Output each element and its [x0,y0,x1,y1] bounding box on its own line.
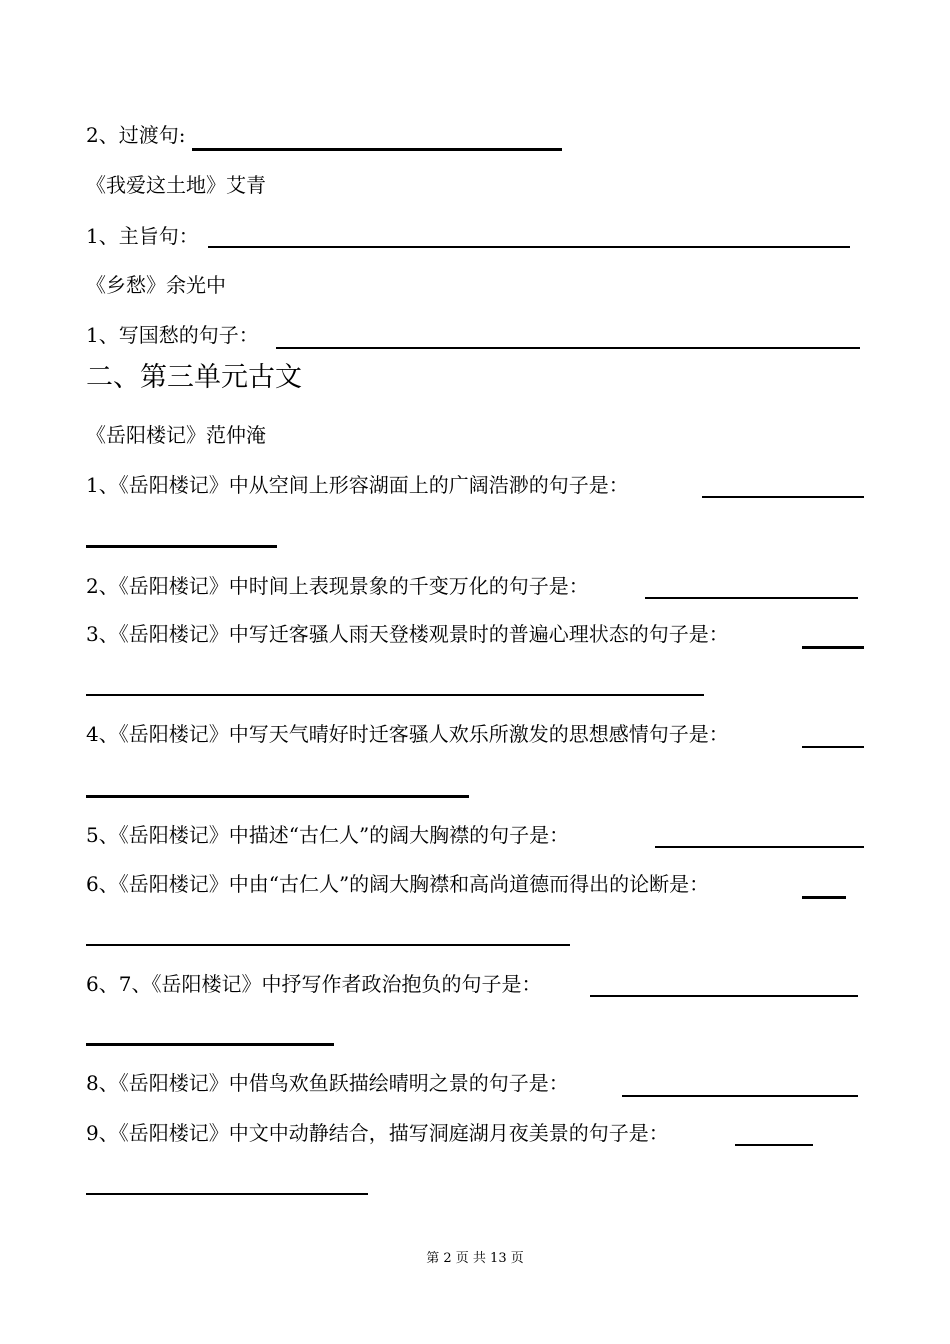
answer-blank[interactable] [802,646,864,649]
answer-blank-continued[interactable] [86,1193,368,1195]
answer-blank[interactable] [622,1095,858,1097]
question-3: 3、《岳阳楼记》中写迁客骚人雨天登楼观景时的普遍心理状态的句子是： [86,622,729,646]
answer-blank[interactable] [192,148,562,151]
question-9: 9、《岳阳楼记》中文中动静结合，描写洞庭湖月夜美景的句子是： [86,1121,669,1145]
answer-blank[interactable] [645,597,858,599]
poem-title-wo-ai-zhe-tu-di: 《我爱这土地》艾青 [86,173,266,197]
poem-title-xiang-chou: 《乡愁》余光中 [86,273,226,297]
question-5: 5、《岳阳楼记》中描述“古仁人”的阔大胸襟的句子是： [86,823,570,847]
answer-blank[interactable] [276,347,860,349]
national-sorrow-prompt: 1、写国愁的句子： [86,323,259,347]
answer-blank[interactable] [802,896,846,899]
answer-blank[interactable] [655,846,864,848]
question-7: 6、7、《岳阳楼记》中抒写作者政治抱负的句子是： [86,972,542,996]
question-6: 6、《岳阳楼记》中由“古仁人”的阔大胸襟和高尚道德而得出的论断是： [86,872,710,896]
answer-blank-continued[interactable] [86,1043,334,1046]
answer-blank[interactable] [702,496,864,498]
question-8: 8、《岳阳楼记》中借鸟欢鱼跃描绘晴明之景的句子是： [86,1071,569,1095]
answer-blank-continued[interactable] [86,694,704,696]
question-1: 1、《岳阳楼记》中从空间上形容湖面上的广阔浩渺的句子是： [86,473,629,497]
theme-sentence-prompt: 1、主旨句： [86,224,199,248]
answer-blank-continued[interactable] [86,795,469,798]
question-4: 4、《岳阳楼记》中写天气晴好时迁客骚人欢乐所激发的思想感情句子是： [86,722,729,746]
section-heading: 二、第三单元古文 [86,362,302,393]
answer-blank[interactable] [590,995,858,997]
answer-blank-continued[interactable] [86,545,277,548]
essay-title-yue-yang-lou-ji: 《岳阳楼记》范仲淹 [86,423,266,447]
answer-blank[interactable] [802,746,864,748]
answer-blank[interactable] [735,1144,813,1146]
page-footer: 第 2 页 共 13 页 [426,1251,524,1266]
transition-sentence-prompt: 2、过渡句: [86,123,186,147]
question-2: 2、《岳阳楼记》中时间上表现景象的千变万化的句子是： [86,574,589,598]
answer-blank[interactable] [208,246,850,248]
answer-blank-continued[interactable] [86,944,570,946]
